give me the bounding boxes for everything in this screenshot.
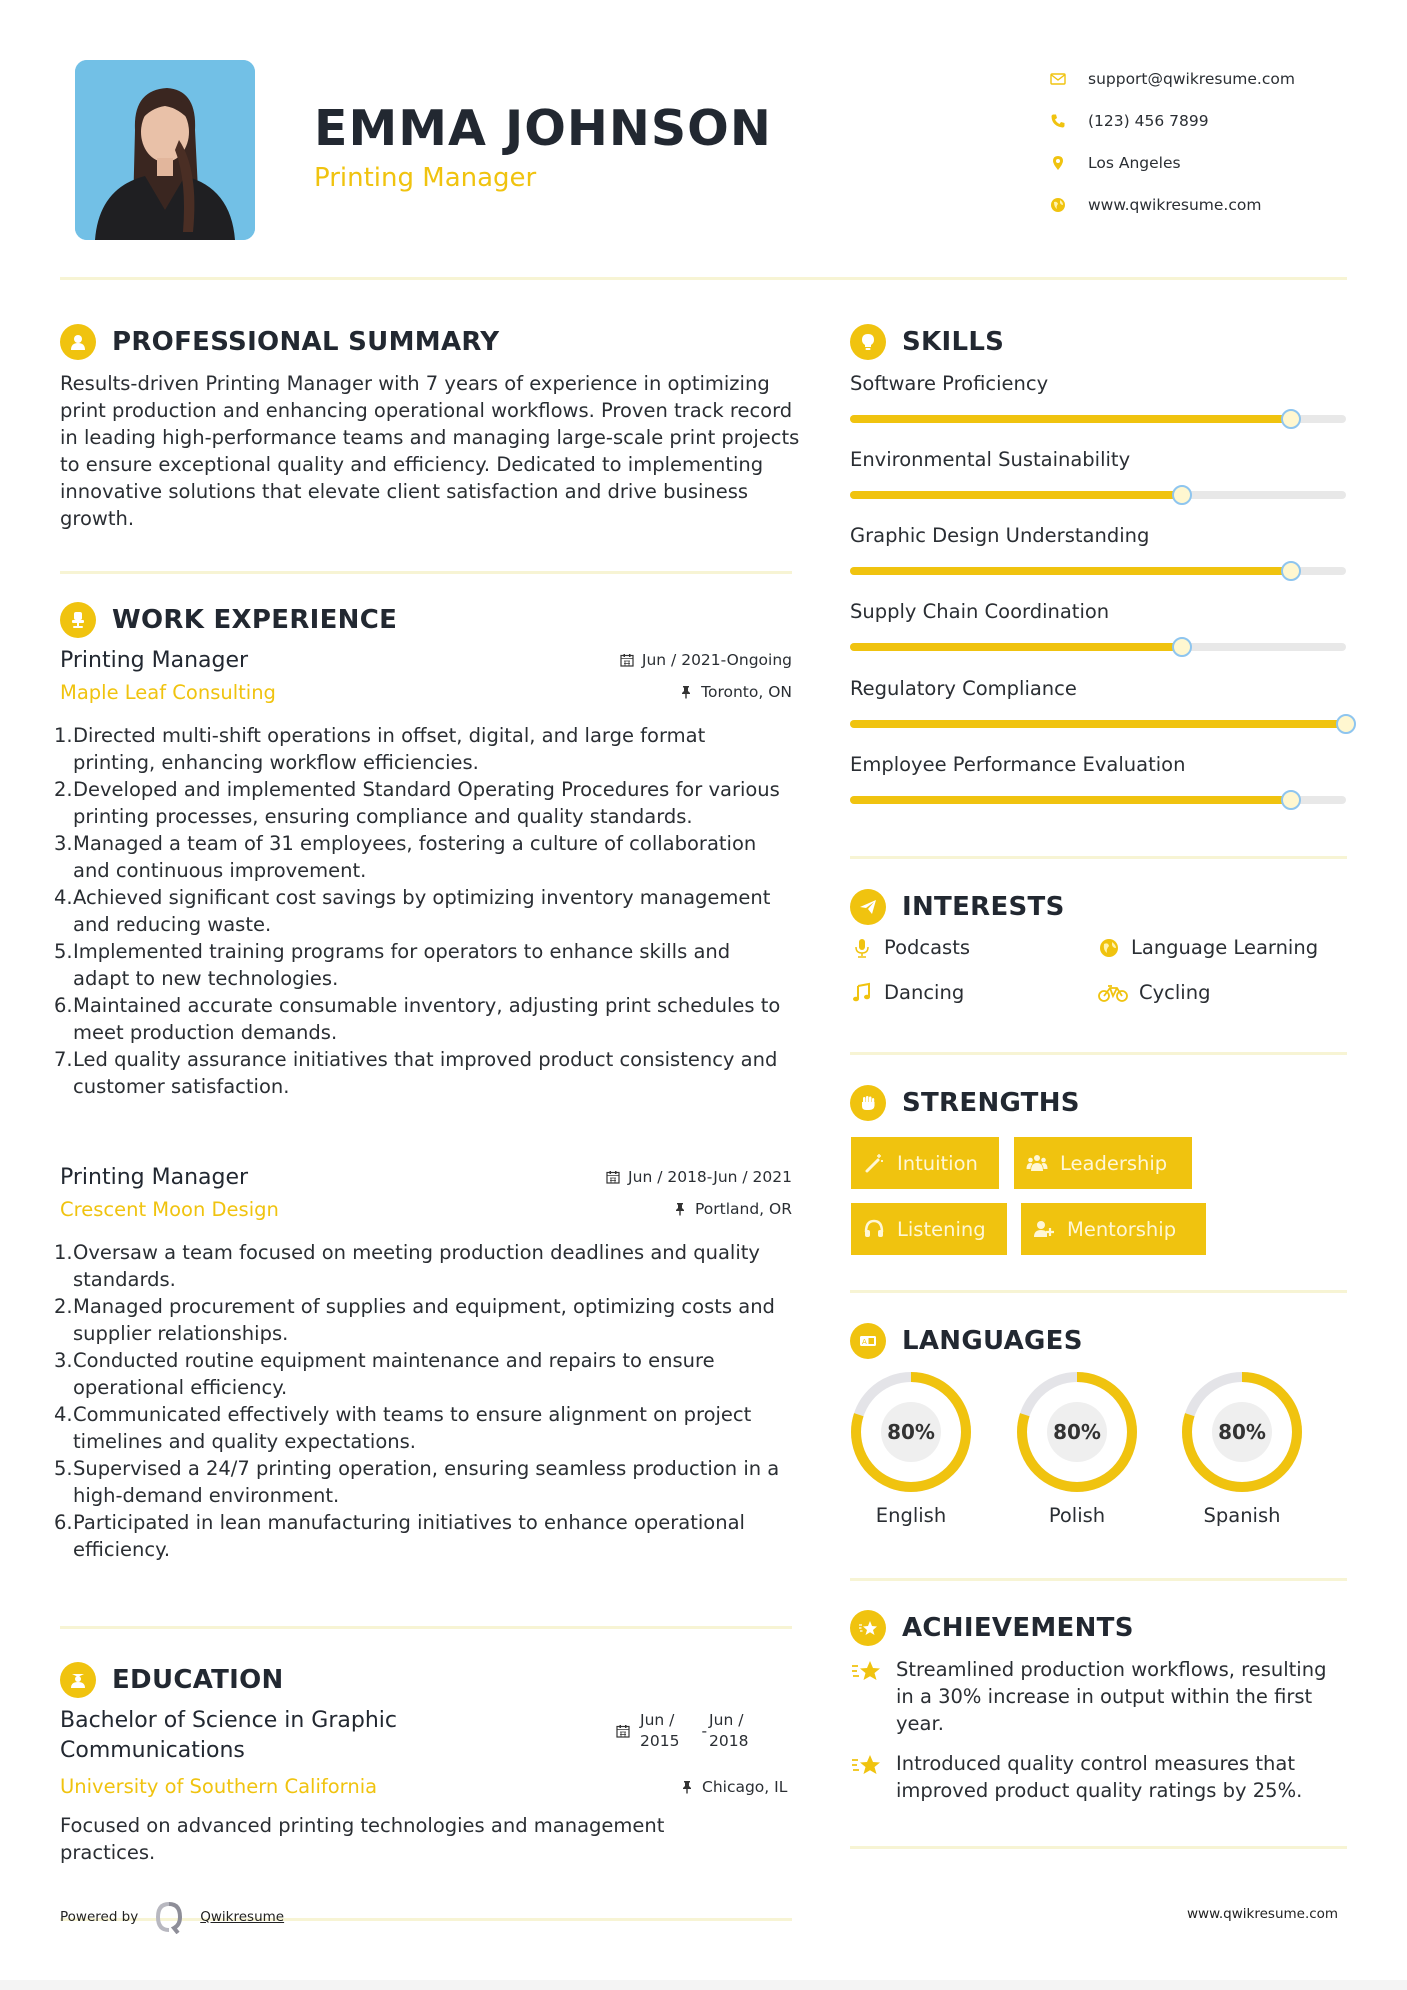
slider-handle[interactable]: [1172, 637, 1192, 657]
education-location: Chicago, IL: [680, 1778, 787, 1796]
strengths-divider: [850, 1290, 1347, 1293]
slider-handle[interactable]: [1281, 561, 1301, 581]
job-bullet: 3. Conducted routine equipment maintenance and repairs to ensure operational efficiency.: [54, 1349, 715, 1399]
experience-divider: [60, 1626, 792, 1629]
achievements-title: ACHIEVEMENTS: [902, 1613, 1134, 1643]
job-bullet: 4. Achieved significant cost savings by optimizing inventory management and reducing waste.: [54, 886, 771, 936]
calendar-icon: [620, 653, 634, 667]
skill-slider[interactable]: [850, 796, 1346, 804]
achievement-item: Streamlined production workflows, resulting in a 30% increase in output within the first year.: [850, 1656, 1350, 1737]
achievements-divider: [850, 1846, 1347, 1849]
contact-email-text: support@qwikresume.com: [1088, 70, 1295, 88]
skills-divider: [850, 856, 1347, 859]
shooting-star-icon: [850, 1750, 896, 1804]
paper-plane-icon: [850, 889, 886, 925]
summary-divider: [60, 571, 792, 574]
interests-divider: [850, 1052, 1347, 1055]
phone-icon: [1050, 113, 1088, 129]
job-bullet: 4. Communicated effectively with teams to ensure alignment on project timelines and quality expectations.: [54, 1403, 752, 1453]
language-progress-ring: 80%: [1180, 1370, 1304, 1494]
contact-phone-text: (123) 456 7899: [1088, 112, 1209, 130]
page-bottom-edge: [0, 1980, 1407, 1990]
skill-item: Regulatory Compliance: [850, 677, 1346, 728]
strengths-heading: [850, 1085, 1080, 1121]
language-item: 80% Polish: [1015, 1370, 1139, 1527]
map-marker-icon: [1050, 155, 1088, 171]
job-location: [673, 1200, 792, 1218]
job-dates-text: Jun / 2018-Jun / 2021: [628, 1168, 792, 1186]
job-location-text: Portland, OR: [694, 1200, 792, 1218]
contact-location-text: Los Angeles: [1088, 154, 1181, 172]
slider-handle[interactable]: [1336, 714, 1356, 734]
skill-item: Environmental Sustainability: [850, 448, 1346, 499]
strength-badge: Intuition: [851, 1137, 999, 1189]
language-progress-ring: 80%: [1015, 1370, 1139, 1494]
interests-heading: [850, 889, 1065, 925]
job-bullet: 2. Managed procurement of supplies and equipment, optimizing costs and supplier relationships.: [54, 1295, 775, 1345]
contact-website-text: www.qwikresume.com: [1088, 196, 1262, 214]
envelope-icon: [1050, 71, 1088, 87]
fist-icon: [850, 1085, 886, 1121]
strength-badge: Leadership: [1014, 1137, 1192, 1189]
user-icon: [60, 324, 96, 360]
slider-handle[interactable]: [1281, 409, 1301, 429]
skill-item: Graphic Design Understanding: [850, 524, 1346, 575]
graduate-icon: [60, 1662, 96, 1698]
user-plus-icon: [1033, 1218, 1055, 1240]
job-title: Printing Manager: [60, 648, 249, 673]
candidate-name: EMMA JOHNSON: [314, 100, 772, 157]
candidate-title: Printing Manager: [314, 163, 537, 193]
globe-icon: [1097, 937, 1121, 959]
skill-slider[interactable]: [850, 415, 1346, 423]
svg-text:A: A: [862, 1338, 867, 1346]
language-item: 80% English: [849, 1370, 973, 1527]
person-portrait-icon: [75, 60, 255, 240]
header-divider: [60, 277, 1347, 280]
language-progress-ring: 80%: [849, 1370, 973, 1494]
summary-title: PROFESSIONAL SUMMARY: [112, 327, 500, 357]
job-entry: [54, 1165, 792, 1563]
contact-email[interactable]: [1050, 58, 1295, 100]
skills-title: SKILLS: [902, 327, 1005, 357]
summary-text: Results-driven Printing Manager with 7 years of experience in optimizing print production and enhancing operational workflows. Proven track record in leading high-performance teams and managing large-scale print projects to ensure exceptional quality and efficiency. Dedicated to implementing innovative solutions that elevate client satisfaction and drive business growth.: [60, 372, 800, 530]
strengths-title: STRENGTHS: [902, 1088, 1080, 1118]
languages-title: LANGUAGES: [902, 1326, 1083, 1356]
languages-divider: [850, 1578, 1347, 1581]
education-dates: Jun / 2015 - Jun / 2018: [616, 1710, 749, 1752]
pushpin-icon: [673, 1202, 687, 1216]
job-title: Printing Manager: [60, 1165, 249, 1190]
contact-website[interactable]: [1050, 184, 1295, 226]
degree-title: Bachelor of Science in Graphic Communications: [60, 1708, 397, 1763]
job-dates: [606, 1168, 792, 1186]
globe-icon: [1050, 197, 1088, 213]
interest-item: Podcasts: [850, 936, 970, 959]
job-bullets: [54, 722, 792, 1100]
skill-item: Supply Chain Coordination: [850, 600, 1346, 651]
users-icon: [1026, 1152, 1048, 1174]
pushpin-icon: [680, 1780, 694, 1794]
profile-photo: [75, 60, 255, 240]
job-dates-text: Jun / 2021-Ongoing: [641, 651, 792, 669]
job-bullet: 7. Led quality assurance initiatives that improved product consistency and customer satisfaction.: [54, 1048, 778, 1098]
calendar-icon: [606, 1170, 620, 1184]
contact-location: [1050, 142, 1295, 184]
shooting-star-icon: [850, 1656, 896, 1737]
job-location: [679, 683, 792, 701]
job-bullet: 2. Developed and implemented Standard Operating Procedures for various printing processes, ensuring compliance and quality standards.: [54, 778, 780, 828]
pushpin-icon: [679, 685, 693, 699]
contact-phone[interactable]: [1050, 100, 1295, 142]
job-bullet: 6. Participated in lean manufacturing initiatives to enhance operational efficiency.: [54, 1511, 745, 1561]
education-heading: [60, 1662, 284, 1698]
skill-slider[interactable]: [850, 643, 1346, 651]
powered-by: Powered by Qwikresume: [60, 1900, 284, 1934]
job-bullets: [54, 1239, 792, 1563]
magic-wand-icon: [863, 1152, 885, 1174]
summary-heading: [60, 324, 499, 360]
achievements-heading: [850, 1610, 1134, 1646]
skill-slider[interactable]: [850, 567, 1346, 575]
skill-slider[interactable]: [850, 720, 1346, 728]
education-title: EDUCATION: [112, 1665, 284, 1695]
job-location-text: Toronto, ON: [701, 683, 792, 701]
skill-item: Employee Performance Evaluation: [850, 753, 1346, 804]
slider-handle[interactable]: [1281, 790, 1301, 810]
job-bullet: 1. Oversaw a team focused on meeting production deadlines and quality standards.: [54, 1241, 760, 1291]
education-start: Jun / 2015: [640, 1711, 680, 1750]
job-bullet: 3. Managed a team of 31 employees, fostering a culture of collaboration and continuous improvement.: [54, 832, 757, 882]
music-note-icon: [850, 982, 874, 1004]
bicycle-icon: [1097, 982, 1129, 1004]
interest-item: Language Learning: [1097, 936, 1318, 959]
calendar-icon: [616, 1724, 630, 1738]
job-bullet: 1. Directed multi-shift operations in offset, digital, and large format printing, enhancing workflow efficiencies.: [54, 724, 706, 774]
experience-heading: [60, 602, 397, 638]
education-end: Jun / 2018: [709, 1711, 749, 1750]
slider-handle[interactable]: [1172, 485, 1192, 505]
job-company: Crescent Moon Design: [60, 1198, 279, 1221]
job-entry: [54, 648, 792, 1100]
translate-icon: [850, 1323, 886, 1359]
interest-item: Dancing: [850, 981, 964, 1004]
footer-website[interactable]: www.qwikresume.com: [1187, 1906, 1339, 1922]
skill-item: Software Proficiency: [850, 372, 1346, 423]
office-chair-icon: [60, 602, 96, 638]
skills-heading: [850, 324, 1004, 360]
qwikresume-logo-icon: [152, 1900, 186, 1934]
headphones-icon: [863, 1218, 885, 1240]
qwikresume-link[interactable]: Qwikresume: [200, 1909, 285, 1925]
job-bullet: 6. Maintained accurate consumable inventory, adjusting print schedules to meet production demands.: [54, 994, 781, 1044]
microphone-icon: [850, 937, 874, 959]
language-item: 80% Spanish: [1180, 1370, 1304, 1527]
strength-badge: Mentorship: [1021, 1203, 1206, 1255]
achievement-item: Introduced quality control measures that improved product quality ratings by 25%.: [850, 1750, 1350, 1804]
interests-title: INTERESTS: [902, 892, 1065, 922]
interest-item: Cycling: [1097, 981, 1210, 1004]
job-company: Maple Leaf Consulting: [60, 681, 276, 704]
education-description: Focused on advanced printing technologies and management practices.: [60, 1814, 665, 1864]
lightbulb-icon: [850, 324, 886, 360]
languages-heading: [850, 1323, 1083, 1359]
job-bullet: 5. Supervised a 24/7 printing operation, ensuring seamless production in a high-demand environment.: [54, 1457, 780, 1507]
shooting-star-icon: [850, 1610, 886, 1646]
job-dates: [620, 651, 792, 669]
contact-list: [1050, 58, 1295, 226]
strength-badge: Listening: [851, 1203, 1007, 1255]
experience-title: WORK EXPERIENCE: [112, 605, 398, 635]
skill-slider[interactable]: [850, 491, 1346, 499]
school-name: University of Southern California: [60, 1775, 378, 1798]
job-bullet: 5. Implemented training programs for operators to enhance skills and adapt to new technologies.: [54, 940, 731, 990]
